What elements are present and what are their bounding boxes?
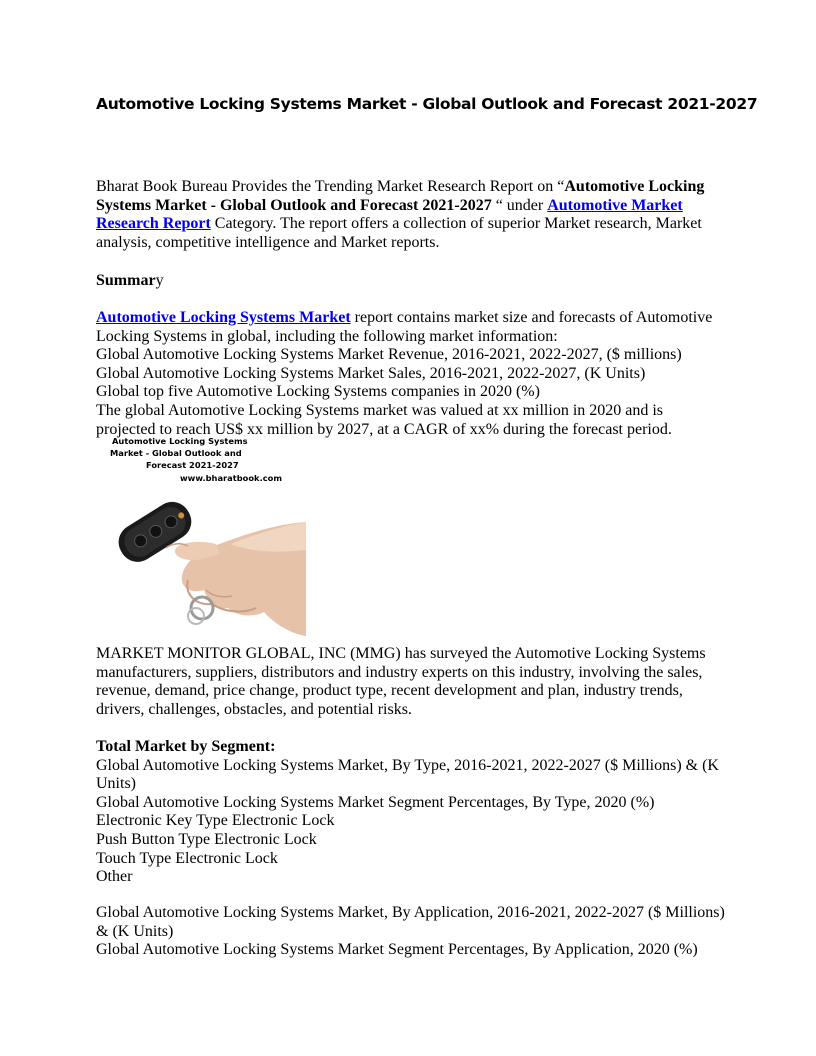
summary-line: Global Automotive Locking Systems Market Revenue, 2016-2021, 2022-2027, ($ millions) — [96, 346, 682, 364]
segment-line: Other — [96, 868, 133, 886]
image-caption-line1: Automotive Locking Systems — [112, 436, 248, 446]
image-caption-line2: Market - Global Outlook and — [110, 448, 242, 458]
hand-key-fob-illustration — [96, 484, 306, 639]
summary-first-line — [96, 309, 726, 346]
segment-section — [96, 738, 726, 887]
segment-line: Global Automotive Locking Systems Market Segment Percentages, By Type, 2020 (%) — [96, 793, 655, 811]
summary-heading-rest: y — [155, 272, 164, 289]
application-section — [96, 904, 726, 960]
segment-line: Touch Type Electronic Lock — [96, 849, 278, 867]
intro-report-name: Automotive Locking Systems Market - Global Outlook and Forecast 2021-2027 — [96, 178, 705, 214]
intro-under: “ under — [491, 196, 548, 214]
intro-tail: Category. The report offers a collection of superior Market research, Market analysis, competitive intelligence and Market reports. — [96, 215, 702, 251]
image-caption-line3: Forecast 2021-2027 — [146, 460, 239, 470]
summary-line: Global top five Automotive Locking Systems companies in 2020 (%) — [96, 383, 540, 401]
segment-line: Electronic Key Type Electronic Lock — [96, 812, 335, 830]
segment-line: Global Automotive Locking Systems Market, By Type, 2016-2021, 2022-2027 ($ Millions) & (K Units) — [96, 756, 719, 793]
category-link[interactable]: Automotive Market Research Report — [96, 196, 683, 233]
intro-lead: Bharat Book Bureau Provides the Trending Market Research Report on “ — [96, 178, 565, 195]
application-line: Global Automotive Locking Systems Market Segment Percentages, By Application, 2020 (%) — [96, 941, 698, 959]
summary-heading-bold: Summar — [96, 272, 156, 289]
intro-paragraph — [96, 178, 726, 252]
summary-section — [96, 309, 726, 439]
summary-line: The global Automotive Locking Systems market was valued at xx million in 2020 and is projected to reach US$ xx million by 2027, at a CAGR of xx% during the forecast period. — [96, 401, 672, 438]
report-cover-image — [96, 436, 306, 639]
summary-line: Global Automotive Locking Systems Market Sales, 2016-2021, 2022-2027, (K Units) — [96, 364, 646, 382]
image-caption-url: www.bharatbook.com — [180, 473, 282, 483]
summary-heading — [96, 272, 726, 291]
segment-heading: Total Market by Segment: — [96, 738, 276, 755]
market-link[interactable]: Automotive Locking Systems Market — [96, 309, 351, 326]
document-title: Automotive Locking Systems Market - Global Outlook and Forecast 2021-2027 — [96, 95, 758, 113]
summary-first-tail: report contains market size and forecasts of Automotive Locking Systems in global, including the following market information: — [96, 309, 713, 345]
segment-line: Push Button Type Electronic Lock — [96, 830, 317, 848]
mmg-paragraph: MARKET MONITOR GLOBAL, INC (MMG) has surveyed the Automotive Locking Systems manufacturers, suppliers, distributors and industry experts on this industry, involving the sales, revenue, demand, price change, product type, recent development and plan, industry trends, drivers, challenges, obstacles, and potential risks. — [96, 645, 706, 718]
application-line: Global Automotive Locking Systems Market, By Application, 2016-2021, 2022-2027 ($ Millions) & (K Units) — [96, 904, 725, 940]
